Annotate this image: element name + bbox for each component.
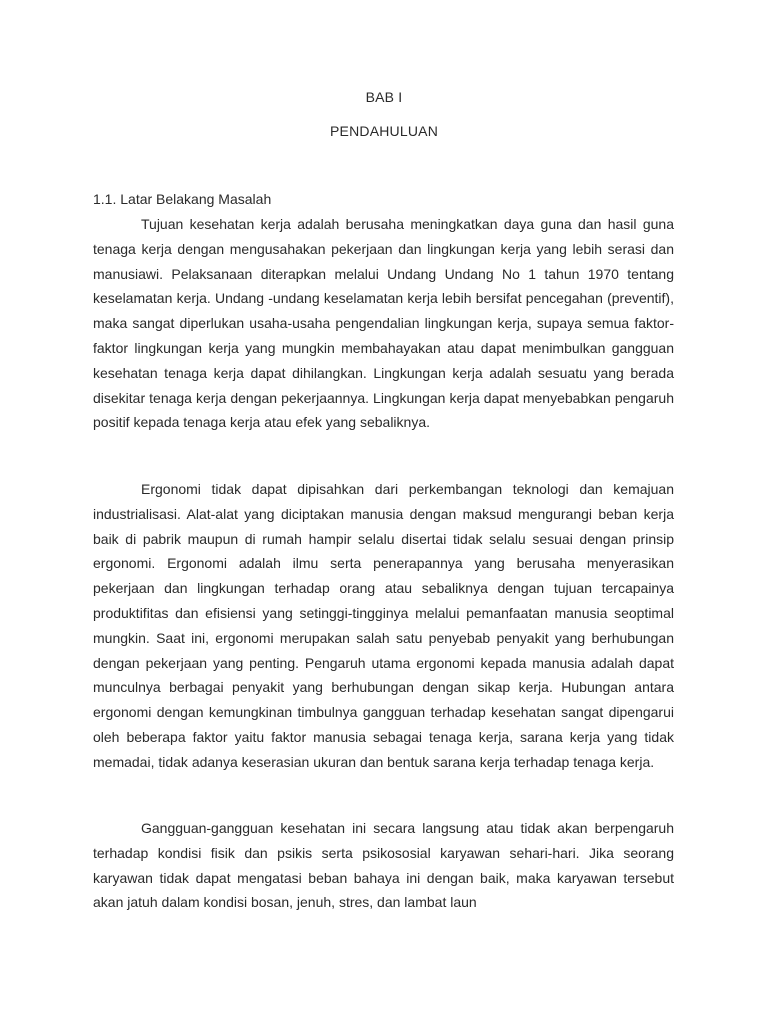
chapter-number: BAB I [365, 89, 403, 105]
paragraph-2: Ergonomi tidak dapat dipisahkan dari perkembangan teknologi dan kemajuan industrialisasi. Alat-alat yang diciptakan manusia dengan maksud mengurangi beban kerja baik di pabrik maupun di rumah hampir selalu disertai tidak selalu sesuai dengan prinsip ergonomi. Ergonomi adalah ilmu serta penerapannya yang berusaha menyerasikan pekerjaan dan lingkungan terhadap orang atau sebaliknya dengan tujuan tercapainya produktifitas dan efisiensi yang setinggi-tingginya melalui pemanfaatan manusia seoptimal mungkin. Saat ini, ergonomi merupakan salah satu penyebab penyakit yang berhubungan dengan pekerjaan yang penting. Pengaruh utama ergonomi kepada manusia adalah dapat munculnya berbagai penyakit yang berhubungan dengan sikap kerja. Hubungan antara ergonomi dengan kemungkinan timbulnya gangguan terhadap kesehatan sangat dipengarui oleh beberapa faktor yaitu faktor manusia sebagai tenaga kerja, sarana kerja yang tidak memadai, tidak adanya keserasian ukuran dan bentuk sarana kerja terhadap tenaga kerja. [93, 481, 674, 770]
paragraph-1: Tujuan kesehatan kerja adalah berusaha meningkatkan daya guna dan hasil guna tenaga kerja dengan mengusahakan pekerjaan dan lingkungan kerja yang lebih serasi dan manusiawi. Pelaksanaan diterapkan melalui Undang Undang No 1 tahun 1970 tentang keselamatan kerja. Undang -undang keselamatan kerja lebih bersifat pencegahan (preventif), maka sangat diperlukan usaha-usaha pengendalian lingkungan kerja, supaya semua faktor-faktor lingkungan kerja yang mungkin membahayakan atau dapat menimbulkan gangguan kesehatan tenaga kerja dapat dihilangkan. Lingkungan kerja adalah sesuatu yang berada disekitar tenaga kerja dengan pekerjaannya. Lingkungan kerja dapat menyebabkan pengaruh positif kepada tenaga kerja atau efek yang sebaliknya. [93, 216, 674, 431]
section-heading: 1.1. Latar Belakang Masalah [93, 191, 272, 207]
chapter-title: PENDAHULUAN [330, 123, 438, 139]
paragraph-3: Gangguan-gangguan kesehatan ini secara langsung atau tidak akan berpengaruh terhadap kondisi fisik dan psikis serta psikososial karyawan sehari-hari. Jika seorang karyawan tidak dapat mengatasi beban bahaya ini dengan baik, maka karyawan tersebut akan jatuh dalam kondisi bosan, jenuh, stres, dan lambat laun [93, 820, 674, 911]
